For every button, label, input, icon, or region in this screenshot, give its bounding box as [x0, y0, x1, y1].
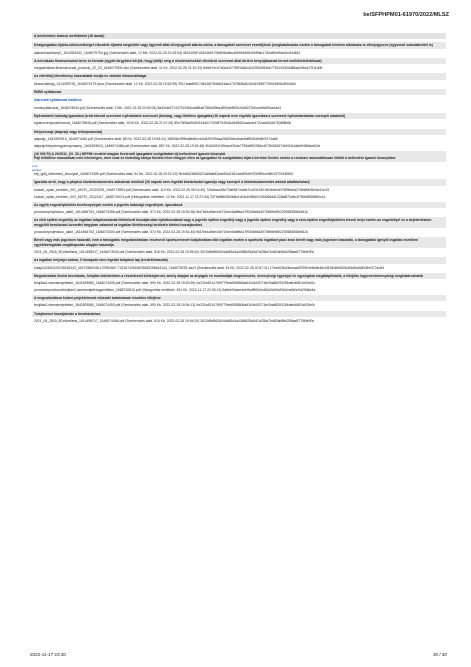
attachments-section — [32, 30, 446, 326]
attachment-file-row[interactable]: 2021_06_2818_5DofIcellans_1614499217_1646074540.pdf (Szerkesztés alatt, 616 Kb, 2022-02-28 19:55:40) 3023d8d962604dd6844a4086625a5d7a238a7bd82ab5b6258aa87756fe90c — [34, 249, 315, 254]
attachment-file-row[interactable]: koztart_oplan_kerelem_001_61970_20220225_1645773853.pdf (Szerkesztés alatt, 110 Kb, 2022-02-25 08:24:40) 72fa5cea38e73d63874afde7c40314501f60bb4b49789fbc0a278bbf0b9b0be10c43 — [34, 187, 329, 192]
requirement-heading: A beruházás finanszírozást terve és formáé (egyéb tárgyként kérjük, hogy jelölje meg a részletezésekkel ellenőrző szervezet által történt benyújtásának ternek mellékletet/változat) — [32, 58, 446, 64]
document-reference: be/SFPHPM01-61970/2022/MLSZ — [363, 12, 449, 18]
requirement-heading: Közigazgatási eljárás-kötelezettséget elkezdett eljárást megindító vagy ügyvédi által ellenjegyzett aláírás minta, a támogatott szervezet vezetőjének (meghatalmazás esetén a támogatott kérelem aláírására is ellenjegyezve (egyszerű számlakivétel is) — [32, 42, 446, 48]
requirement-heading: Nyilvántartó hatóság igazolása (a kérelmező szervezet nyilvántartó szervezet (bíróság, vagy illetékes igazgatás) 30 napnál nem régebbi igazolása a szervezet nyilvántartásban szereplő adatairól) — [32, 113, 446, 119]
link-download[interactable]: Link letöltés — [32, 163, 42, 172]
footer-page-number: 30 / 30 — [432, 652, 447, 657]
attachment-file-row[interactable]: alairasimpeldany2_1614351042_1646079754.jpg (Szerkesztés alatt, 12 Mb, 2022-02-28 21:05:54) 4631155f7c5304b6170fd698ddbcd9ef4f4496406f9ab17d0dfb3b9da2b41fd483 — [34, 50, 301, 55]
attachment-file-row[interactable]: koztart_oplan_kerelem_002_61970_20221117_1668720474.pdf (Hiánypótlás melléklet, 12 Kb, 2022-11-17 22:27:54) 3379e88bf384b8cd1b3e1b98d01530068dd1228a8f70a5c1f7f5fdf5f26860c1e — [34, 194, 326, 199]
requirement-heading: Az egyéb engedélyköteles tevékenységek esetén a jogerős hatósági engedélyek, igazolások — [32, 202, 446, 208]
attachment-file-row[interactable]: etp_igdij_befizetesi_bizonylat_1646074389.pdf (Szerkesztés alatt, 64 Kb, 2022-02-28 20:02:19) 9e1d5626583622a66ab82adb54d2181ddcff0fa929309ff4ce980197001f8500 — [34, 172, 294, 177]
attachment-file-row[interactable]: tullap042520220228185142_40137860248-137892667-74234742604675685256644144_1646078251.asc3 (Szerkesztés alatt, 34 Kb, 2022-02-28 20:57:31) 17eed03bc0bceaa0f76904e8e8e46c0f1f0b4fb6826d26d5a6d81f6ef372ec84 — [34, 265, 385, 270]
requirement-heading: (16 000 Ft) A 20/2011. (VI. 30.) NEFMI rendelet alapján fizetendő igazgatási szolgáltatási díj befizetését igazoló bizonylat Pájl feltöltése manuálisan nem lehetséges, mert csak és kizárólag kártya fizetést lehet elfogyni ellen az Igazgatási és szolgáltatási díjat a kérelem fizetés esetén a rendszer automatikusan feltölti a befizetést igazoló bizonylatot — [32, 151, 446, 162]
requirement-heading: Bérelt vagy más jogcímen használt, nem a támogatás megvalósításban résztvevő sportszervezet tulajdonában álló ingatlan esetén a sportcélú ingatlant piaci áron bérelt vagy más jogcímen használó, a támogatást igénylő ingatlan esetében egyéb/befoglalás megállapodás alapján használja — [32, 237, 446, 248]
attachment-file-row[interactable]: kihasznaltsag_1614499726_1646074379.docx (Szerkesztés alatt, 12 Kb, 2022-02-28 19:52:59) 2917adadf0f17d6166f7846bf14ab4747f808a5240d1939877f2b43896cf592d84 — [34, 81, 296, 86]
attachment-file-row[interactable]: egnitonvenyszekkivonat_1646078845.pdf (Szerkesztés alatt, 1016 Kb, 2022-02-28 21:07:25) 89c7505ad9400144a01702987049c4c6e8520caacbe4722aa6316d7636f8b0b — [34, 121, 292, 126]
download-statement-link[interactable]: Alárendő nyilatkozat letöltése — [34, 98, 82, 103]
attachment-file-row[interactable]: 2021_06_2818_5DofIcellans_1614499217_1646074466.pdf (Szerkesztés alatt, 616 Kb, 2022-02-28 19:54:26) 3023d8d962604dd6844a4086625a5d7a238a7bd82ab5b6258aa87756fe90c — [34, 319, 315, 324]
requirement-heading: Tulajdonosi hozzájárulás a beruházáshoz — [32, 311, 446, 317]
section-title: A kérelemhez tartozó mellékletek (18 darab) — [32, 33, 446, 39]
attachment-file-row[interactable]: alaprajzhelyszinegyenrajzosanp_1641593624_1646074488.pdf (Szerkesztés alatt, 857 Kb, 2022-02-28 19:54:48) 0f160451f1f5dccd30da7798a8f00384e40784180674b02d14a8d9484fae62af — [34, 143, 320, 148]
attachment-file-row[interactable]: megvalositasi-finanszirozasi_porozdo_22_23_1646079303.xlsx (Szerkesztés alatt, 11 Kb, 2022-02-28 21:10:33) fb5647ec07a0cd4273991d8a11b225f2bf15cb7791134304d88aa2d6e107f11a0b — [34, 66, 323, 71]
attachment-file-row[interactable]: felujitas2.utemsemjeltetari_1641593580_1646074453.pdf (Szerkesztés alatt, 590 Kb, 2022-02-28 19:54:13) 0a232e8214769f779ed6558806a6344b42071fe2ba8629325bdeb4681b403e0c — [34, 303, 315, 308]
requirement-heading: A megvalósításra kívánt projektelemek műszaki tartalmának részletes kifejtése — [32, 295, 446, 301]
requirement-heading: Az ingatlan helyrajzi száma, 3 hónapnál nem régebbi tulajdoni lap (eredeti/másolat) — [32, 257, 446, 263]
attachment-file-row[interactable]: porozdoeprojetdoco_alairt_1614466763_1646074300.pdf (Szerkesztés alatt, 574 Kb, 2022-02-28 19:51:40) f6d7bb4a9de44e72cbe4fa8fea47f9348e8a3076569e6f02205583658e812c — [34, 230, 309, 235]
requirement-heading: Az első építési engedély az ingatlan tulajdonosának feltételeztt hozzájárulási nyilatkozatával vagy a jogerős építési engedély vagy a jogerős építési engedély vagy a nem-építési engedélyköteles tervek helyi esetén az engedéllyel és a bejelentésben megjelölt beruházási övezettel tárgyban valamint az ingatlan illetékességi területén történt hozzájárulást — [32, 217, 446, 228]
requirement-heading: EMMI nyilatkozat — [32, 89, 446, 95]
footer-datetime: 2022-11-17 23:30 — [30, 652, 66, 657]
attachment-file-row[interactable]: alaprajz_1641593919_1646074481.pdf (Szerkesztés alatt, 68 Kb, 2022-02-28 19:54:41) 1f6936e1f9fba8ea5cce1b829339caa2b829efcdbae5dff8284b94b9374a68 — [34, 136, 278, 141]
attachment-file-row[interactable]: porozdoeprojetdoco_alairt_1614466763_1646074356.pdf (Szerkesztés alatt, 574 Kb, 2022-02-28 19:52:36) f6d7bb4a9de44e72cbe4fa8fea47f9348e8a3076569e6f02205583658e812c — [34, 210, 309, 215]
attachment-file-row[interactable]: felujitas2.utemsemjeltetari_1641593580_1646074439.pdf (Szerkesztés alatt, 590 Kb, 2022-02-28 19:53:59) 0a232e8214769f779ed6558806a6344b42071fe2ba8629325bdeb4681b403e0c — [34, 281, 315, 286]
requirement-heading: Helyszínrajz (alaprajz vagy térképmásolat) — [32, 129, 446, 135]
attachment-file-row[interactable]: emminyilatkozat_1646078044.pdf (Szerkesztés alatt, 2 Mb, 2022-02-28 20:54:04) 8a43cfa727447021f06ca686a6758d4f9ba4892afd9f2b2d46237b0cce66df0ca2ad3 — [34, 105, 281, 110]
requirement-heading: Az eltérőt/új létesítmény használatát módja és várható kihasználtsága — [32, 73, 446, 79]
requirement-heading: Igazolás arról, hogy a pályázó köztartozásmentes adózónak minősül (30 napnál nem régebbi köztartozást igazolja vagy szerepel a köztartozásmentes adózói adatbázisban) — [32, 179, 446, 185]
requirement-heading: Megvalósítást lövést beruházás, felújítás tekintetében a részletezett költségtervet, amely alapján az anyagok és munkadíjak megnevezése, mennyiségi egységei és egységárai megállapíthatók, a felújítás ingyenes/mennyiségi meghatározhatók — [32, 273, 446, 279]
attachment-file-row[interactable]: porozdoeprotdoco/felujitas2.utemsemjeletogyeritlleen_1668720810.pdf (Hiánypótlás melléklet, 491 Kb, 2022-11-17 22:30:13) 9a6eb04aee4eb9bdf90b0ed63c0dd0c83e0ea6b0c0d29d6a3a — [34, 287, 316, 292]
attachments-list — [32, 42, 446, 323]
